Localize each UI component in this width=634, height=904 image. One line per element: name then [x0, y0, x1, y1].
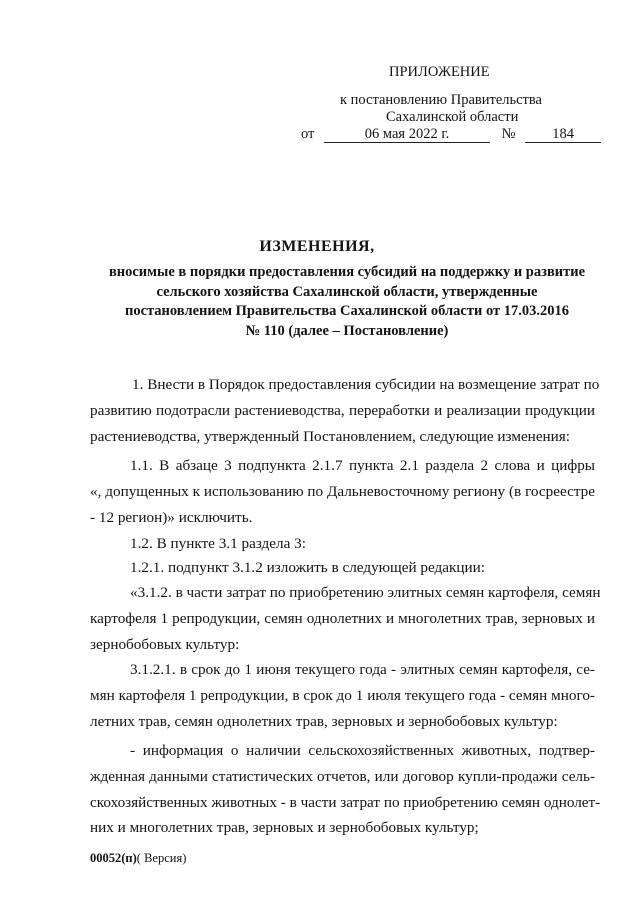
document-version: ( Версия)	[136, 851, 187, 865]
from-label: от	[301, 126, 315, 142]
body-line: них и многолетних трав, зерновых и зернобобовых культур;	[90, 819, 479, 836]
body-line: 1.2.1. подпункт 3.1.2 изложить в следующей редакции:	[130, 559, 485, 576]
document-title: ИЗМЕНЕНИЯ,	[259, 238, 375, 255]
body-line: растениеводства, утвержденный Постановлением, следующие изменения:	[90, 428, 571, 445]
body-line: «3.1.2. в части затрат по приобретению элитных семян картофеля, семян	[130, 584, 601, 601]
body-line: 1.2. В пункте 3.1 раздела 3:	[130, 535, 306, 552]
date-row	[301, 126, 601, 143]
subtitle-line: постановлением Правительства Сахалинской области от 17.03.2016	[124, 303, 570, 319]
number-label: №	[501, 126, 516, 142]
body-line: картофеля 1 репродукции, семян однолетних и многолетних трав, зерновых и	[90, 610, 595, 627]
body-line: скохозяйственных животных - в части затрат по приобретению семян однолет-	[90, 794, 601, 811]
body-line: летних трав, семян однолетних трав, зерновых и зернобобовых культур:	[90, 713, 558, 730]
body-line: жденная данными статистических отчетов, или договор купли-продажи сель-	[90, 768, 595, 785]
appendix-line2: Сахалинской области	[386, 109, 519, 125]
subtitle-line: сельского хозяйства Сахалинской области, утвержденные	[156, 283, 538, 300]
document-code: 00052(п)	[90, 851, 137, 865]
subtitle-line: вносимые в порядки предоставления субсидий на поддержку и развитие	[108, 264, 586, 280]
body-line: развитию подотрасли растениеводства, переработки и реализации продукции	[90, 402, 595, 419]
body-line: «, допущенных к использованию по Дальневосточному региону (в госреестре	[90, 483, 595, 500]
number-value: 184	[525, 126, 601, 143]
appendix-label: ПРИЛОЖЕНИЕ	[389, 64, 490, 80]
date-value: 06 мая 2022 г.	[324, 126, 490, 143]
body-line: 1. Внести в Порядок предоставления субсидии на возмещение затрат по	[132, 376, 600, 393]
document-subtitle	[60, 263, 634, 341]
appendix-line1: к постановлению Правительства	[340, 92, 542, 108]
body-line: мян картофеля 1 репродукции, в срок до 1 июля текущего года - семян много-	[90, 687, 595, 704]
body-line: - 12 регион)» исключить.	[90, 509, 253, 526]
body-line: - информация о наличии сельскохозяйственных животных, подтвер-	[130, 742, 595, 759]
document-footer	[90, 851, 186, 866]
body-line: 3.1.2.1. в срок до 1 июня текущего года - элитных семян картофеля, се-	[130, 661, 595, 678]
body-line: зернобобовых культур:	[90, 636, 240, 653]
subtitle-line: № 110 (далее – Постановление)	[245, 322, 449, 339]
body-line: 1.1. В абзаце 3 подпункта 2.1.7 пункта 2.1 раздела 2 слова и цифры	[130, 457, 595, 474]
